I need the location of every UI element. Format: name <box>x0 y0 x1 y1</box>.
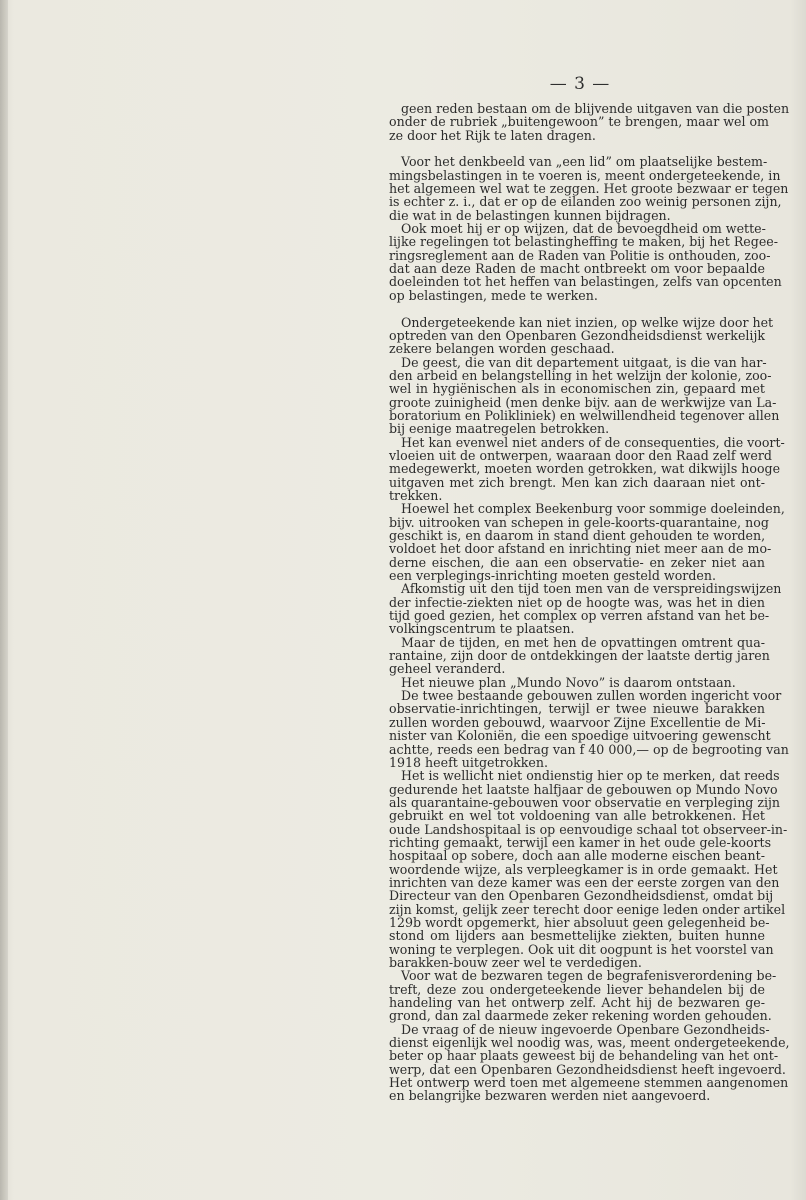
text-line: woning te verplegen. Ook uit dit oogpunt is het voorstel van <box>389 941 774 957</box>
text-line: Ondergeteekende kan niet inzien, op welke wijze door het <box>401 314 774 330</box>
text-line: volkingscentrum te plaatsen. <box>389 621 575 637</box>
text-line: Directeur van den Openbaren Gezondheidsdienst, omdat bij <box>389 888 774 904</box>
paragraph <box>389 354 780 437</box>
paragraph <box>389 434 785 503</box>
text-line: bij eenige maatregelen betrokken. <box>389 421 610 437</box>
text-line: groote zuinigheid (men denke bijv. aan de werkwijze van La- <box>389 394 777 410</box>
text-line: dat aan deze Raden de macht ontbreekt om voor bepaalde <box>389 261 765 277</box>
text-line: derne eischen, die aan een observatie- en zeker niet aan <box>389 554 765 570</box>
text-line: uitgaven met zich brengt. Men kan zich daaraan niet ont- <box>389 474 765 490</box>
text-line: handeling van het ontwerp zelf. Acht hij de bezwaren ge- <box>389 995 765 1011</box>
text-line: Hoewel het complex Beekenburg voor sommige doeleinden, <box>401 501 785 517</box>
text-line: bijv. uitrooken van schepen in gele-koorts-quarantaine, nog <box>389 514 769 530</box>
text-line: zekere belangen worden geschaad. <box>389 341 615 357</box>
paragraph-gap <box>389 302 765 315</box>
text-line: een verplegings-inrichting moeten gesteld worden. <box>389 568 716 584</box>
text-line: hospitaal op sobere, doch aan alle moderne eischen beant- <box>389 848 765 864</box>
text-line: Het nieuwe plan „Mundo Novo” is daarom ontstaan. <box>401 674 736 690</box>
text-line: onder de rubriek „buitengewoon” te brengen, maar wel om <box>389 114 770 130</box>
text-line: tijd goed gezien, het complex op verren afstand van het be- <box>389 608 770 624</box>
text-line: De twee bestaande gebouwen zullen worden ingericht voor <box>401 688 782 704</box>
text-line: boratorium en Polikliniek) en welwillendheid tegenover allen <box>389 407 780 423</box>
text-line: grond, dan zal daarmede zeker rekening worden gehouden. <box>389 1008 772 1024</box>
paragraph <box>389 581 782 637</box>
text-line: voldoet het door afstand en inrichting niet meer aan de mo- <box>389 541 772 557</box>
text-line: Maar de tijden, en met hen de opvattingen omtrent qua- <box>401 634 765 650</box>
text-line: zullen worden gebouwd, waarvoor Zijne Excellentie de Mi- <box>389 714 766 730</box>
text-line: beter op haar plaats geweest bij de behandeling van het ont- <box>389 1048 779 1064</box>
paragraph-gap <box>389 142 765 155</box>
text-line: is echter z. i., dat er op de eilanden zoo weinig personen zijn, <box>389 194 782 210</box>
text-line: mingsbelastingen in te voeren is, meent ondergeteekende, in <box>389 167 781 183</box>
text-line: ze door het Rijk te laten dragen. <box>389 127 596 143</box>
paragraph <box>389 221 782 303</box>
text-line: medegewerkt, moeten worden getrokken, wat dikwijls hooge <box>389 461 781 477</box>
text-line: Voor wat de bezwaren tegen de begrafenisverordening be- <box>401 968 777 984</box>
paragraph <box>389 676 765 689</box>
text-line: gedurende het laatste halfjaar de gebouwen op Mundo Novo <box>389 781 778 797</box>
text-line: woordende wijze, als verpleegkamer is in orde gemaakt. Het <box>389 861 778 877</box>
text-line: wel in hygiënischen als in economischen zin, gepaard met <box>389 381 765 397</box>
text-line: als quarantaine-gebouwen voor observatie en verpleging zijn <box>389 794 781 810</box>
text-line: trekken. <box>389 487 443 503</box>
text-line: zijn komst, gelijk zeer terecht door eenige leden onder artikel <box>389 901 786 917</box>
text-line: gebruikt en wel tot voldoening van alle betrokkenen. Het <box>389 808 765 824</box>
text-line: stond om lijders aan besmettelijke ziekten, buiten hunne <box>389 928 765 944</box>
text-line: Ook moet hij er op wijzen, dat de bevoegdheid om wette- <box>401 221 766 237</box>
text-line: Het is wellicht niet ondienstig hier op te merken, dat reeds <box>401 768 780 784</box>
paragraph <box>389 501 785 584</box>
text-line: barakken-bouw zeer wel te verdedigen. <box>389 955 642 970</box>
paragraph <box>389 968 777 1024</box>
text-line: en belangrijke bezwaren werden niet aangevoerd. <box>389 1088 711 1104</box>
text-line: richting gemaakt, terwijl een kamer in het oude gele-koorts <box>389 834 772 850</box>
text-line: Het ontwerp werd toen met algemeene stemmen aangenomen <box>389 1075 789 1091</box>
text-line: het algemeen wel wat te zeggen. Het groote bezwaar er tegen <box>389 181 789 197</box>
text-line: Voor het denkbeeld van „een lid” om plaatselijke bestem- <box>401 154 768 170</box>
text-line: doeleinden tot het heffen van belastingen, zelfs van opcenten <box>389 274 782 290</box>
text-line: dienst eigenlijk wel noodig was, was, meent ondergeteekende, <box>389 1035 790 1051</box>
text-line: De vraag of de nieuw ingevoerde Openbare Gezondheids- <box>401 1021 770 1037</box>
text-line: oude Landshospitaal is op eenvoudige schaal tot observeer-in- <box>389 821 788 837</box>
paragraph <box>389 688 789 770</box>
paragraph <box>389 634 770 677</box>
page-binding-edge <box>0 0 8 1200</box>
text-line: Het kan evenwel niet anders of de consequenties, die voort- <box>401 434 785 450</box>
text-line: geschikt is, en daarom in stand dient gehouden te worden, <box>389 528 766 543</box>
text-line: rantaine, zijn door de ontdekkingen der laatste dertig jaren <box>389 648 770 664</box>
text-line: lijke regelingen tot belastingheffing te maken, bij het Regee- <box>389 234 778 250</box>
text-line: 129b wordt opgemerkt, hier absoluut geen gelegenheid be- <box>389 914 770 930</box>
text-line: die wat in de belastingen kunnen bijdragen. <box>389 207 671 223</box>
paragraph <box>389 154 789 223</box>
text-line: treft, deze zou ondergeteekende liever behandelen bij de <box>389 981 765 997</box>
text-line: optreden van den Openbaren Gezondheidsdienst werkelijk <box>389 327 765 343</box>
text-line: achtte, reeds een bedrag van f 40 000,— op de begrooting van <box>389 741 789 757</box>
text-line: 1918 heeft uitgetrokken. <box>389 754 549 770</box>
text-line: geheel veranderd. <box>389 661 506 677</box>
text-line: nister van Koloniën, die een spoedige uitvoering gewenscht <box>389 728 771 744</box>
text-line: werp, dat een Openbaren Gezondheidsdienst heeft ingevoerd. <box>389 1061 786 1077</box>
text-line: op belastingen, mede te werken. <box>389 287 598 303</box>
text-line: Afkomstig uit den tijd toen men van de verspreidingswijzen <box>401 581 782 597</box>
text-line: observatie-inrichtingen, terwijl er twee nieuwe barakken <box>389 701 765 717</box>
paragraph <box>389 1021 790 1104</box>
paragraph <box>389 101 790 143</box>
text-line: inrichten van deze kamer was een der eerste zorgen van den <box>389 874 780 890</box>
text-line: ringsreglement aan de Raden van Politie is onthouden, zoo- <box>389 247 771 263</box>
text-line: der infectie-ziekten niet op de hoogte was, was het in dien <box>389 594 765 610</box>
text-line: den arbeid en belangstelling in het welzijn der kolonie, zoo- <box>389 367 772 383</box>
text-line: De geest, die van dit departement uitgaat, is die van har- <box>401 354 767 370</box>
page-number: — 3 — <box>549 74 611 94</box>
paragraph <box>389 768 788 970</box>
text-line: geen reden bestaan om de blijvende uitgaven van die posten <box>401 101 790 116</box>
text-line: vloeien uit de ontwerpen, waaraan door den Raad zelf werd <box>389 447 772 463</box>
body-text <box>389 101 790 1104</box>
paragraph <box>389 314 774 357</box>
